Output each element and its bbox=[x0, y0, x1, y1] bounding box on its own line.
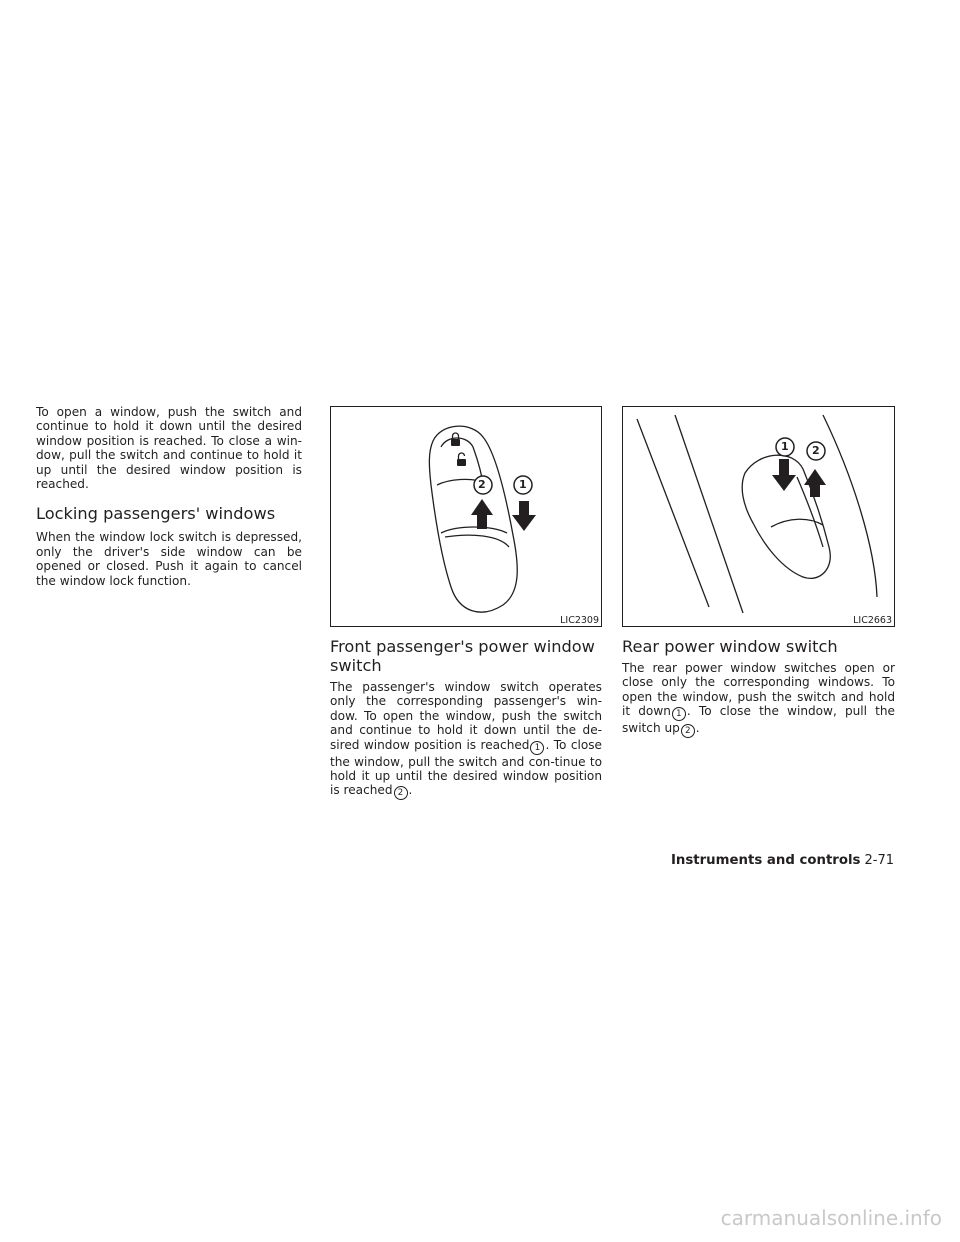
column-left bbox=[36, 405, 302, 588]
heading-line-2: switch bbox=[330, 656, 382, 675]
heading-line-1: Front passenger's power window bbox=[330, 637, 595, 656]
arrow-down-icon bbox=[772, 459, 796, 491]
ref-circle-2: 2 bbox=[681, 724, 695, 738]
text-segment: . bbox=[408, 783, 413, 798]
callout-2: 2 bbox=[478, 478, 486, 491]
watermark bbox=[0, 1206, 960, 1230]
page-footer bbox=[671, 853, 894, 868]
text-segment: . To close the window, pull the switch and con-tinue to hold it up until the desired window position is reached bbox=[330, 737, 602, 798]
arrow-down-icon bbox=[512, 501, 536, 531]
ref-circle-1: 1 bbox=[530, 741, 544, 755]
arrow-up-icon bbox=[804, 469, 826, 497]
watermark-text: carmanualsonline.info bbox=[720, 1206, 942, 1230]
ref-circle-2: 2 bbox=[394, 786, 408, 800]
page-number: 2-71 bbox=[864, 853, 894, 868]
front-passenger-paragraph bbox=[330, 680, 602, 800]
callout-1: 1 bbox=[519, 478, 527, 491]
intro-paragraph: To open a window, push the switch and continue to hold it down until the desired window position is reached. To close a win-dow, pull the switch and continue to hold it up until the desired window position is reached. bbox=[36, 405, 302, 492]
rear-paragraph bbox=[622, 661, 895, 738]
arrow-up-icon bbox=[471, 499, 493, 529]
ref-circle-1: 1 bbox=[672, 707, 686, 721]
front-switch-illustration bbox=[331, 407, 601, 626]
section-heading-rear: Rear power window switch bbox=[622, 637, 838, 656]
text-segment: The passenger's window switch operates only the corresponding passenger's win-dow. To open the window, push the switch and continue to hold it down until the de-sired window position is reached bbox=[330, 680, 602, 752]
figure-rear-switch bbox=[622, 406, 895, 627]
callout-1: 1 bbox=[781, 440, 789, 453]
section-heading-front-passenger bbox=[330, 637, 602, 675]
section-heading-locking: Locking passengers' windows bbox=[36, 504, 276, 524]
locking-paragraph: When the window lock switch is depressed, only the driver's side window can be opened or closed. Push it again to cancel the window lock function. bbox=[36, 530, 302, 588]
figure-front-passenger-switch bbox=[330, 406, 602, 627]
figure-code: LIC2663 bbox=[853, 615, 892, 626]
column-right bbox=[622, 637, 895, 738]
rear-switch-illustration bbox=[623, 407, 894, 626]
text-segment: . bbox=[695, 721, 700, 736]
callout-2: 2 bbox=[812, 444, 820, 457]
footer-section-title: Instruments and controls bbox=[670, 853, 861, 868]
text-segment: The rear power window switches open or close only the corresponding windows. To open the window, push the switch and hold it down bbox=[622, 661, 895, 719]
figure-code: LIC2309 bbox=[560, 615, 599, 626]
column-middle bbox=[330, 637, 602, 800]
text-segment: . To close the window, pull the switch up bbox=[622, 704, 895, 736]
